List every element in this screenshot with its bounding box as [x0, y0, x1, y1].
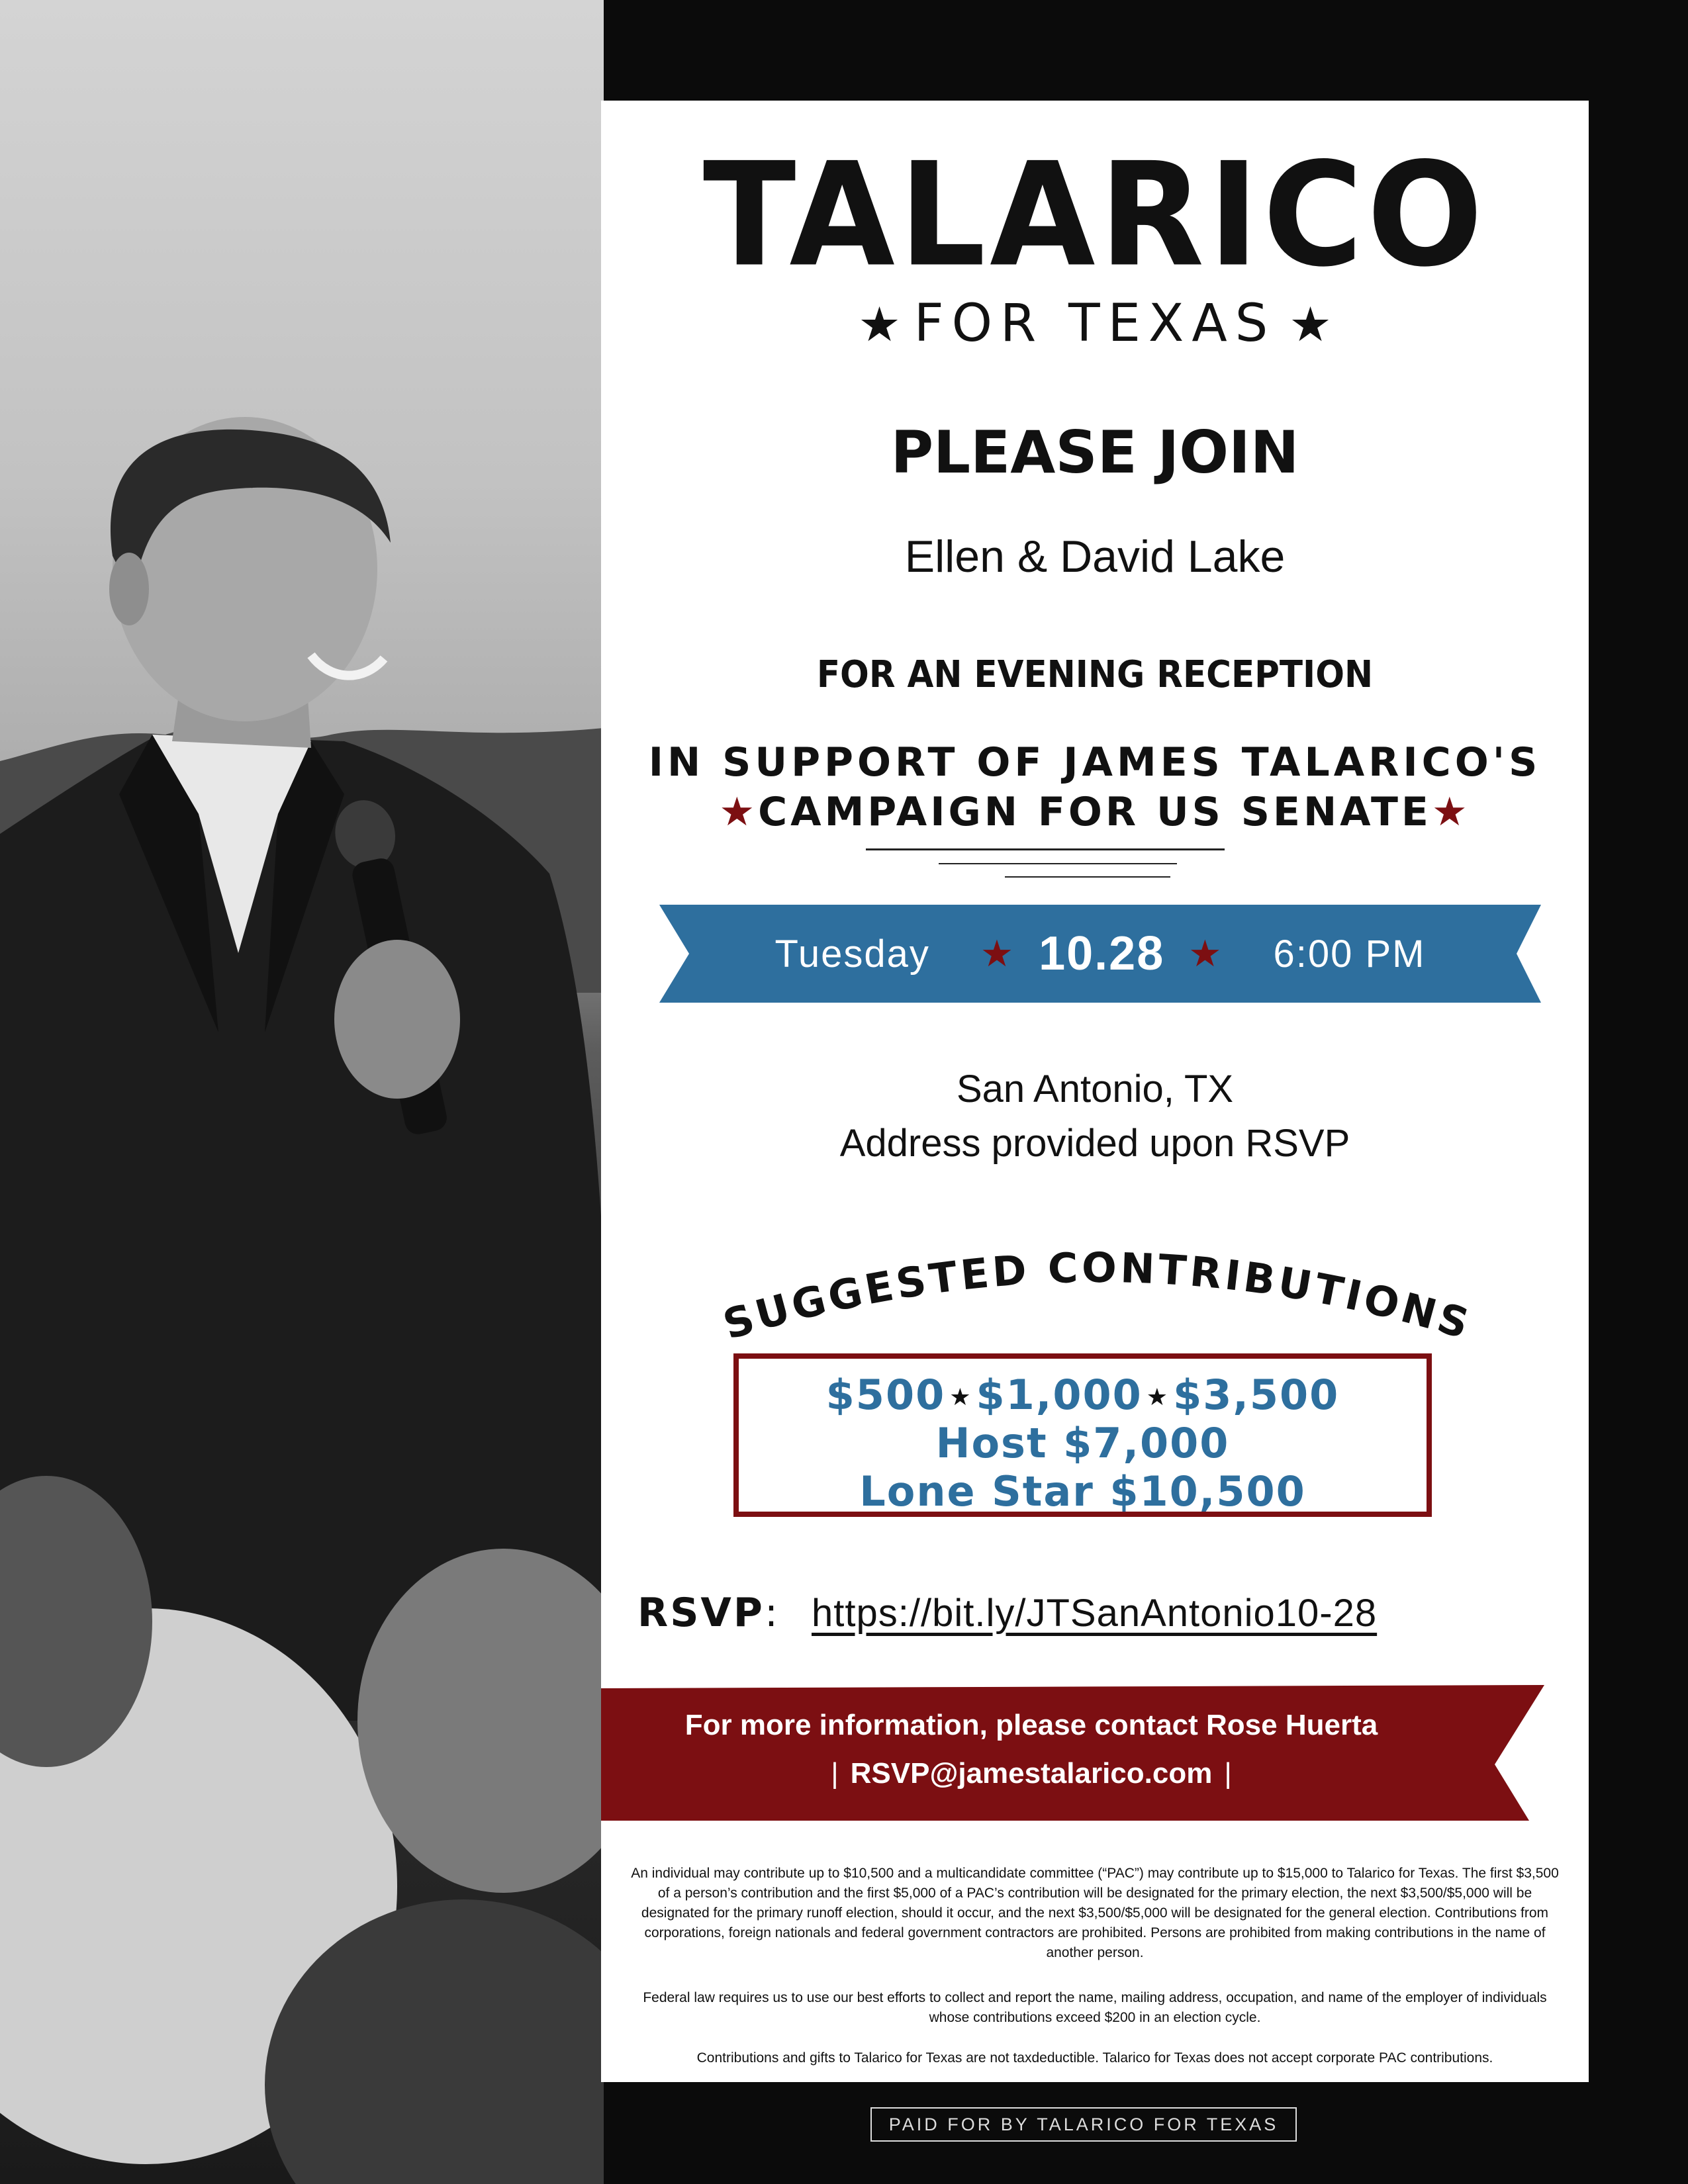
logo-tagline: FOR TEXAS [914, 294, 1276, 353]
tier-amount: $500 [825, 1371, 946, 1419]
campaign-line [601, 789, 1589, 835]
date-row [659, 905, 1541, 1003]
contact-email[interactable]: RSVP@jamestalarico.com [850, 1757, 1213, 1790]
reception-heading: FOR AN EVENING RECEPTION [816, 653, 1374, 696]
divider-bar: | [831, 1757, 839, 1790]
event-city: San Antonio, TX [956, 1068, 1234, 1111]
contact-email-row [601, 1757, 1462, 1790]
divider-bar: | [1224, 1757, 1232, 1790]
contributions-box [733, 1353, 1432, 1517]
tax-disclaimer: Contributions and gifts to Talarico for Texas are not taxdeductible. Talarico for Texas does not accept corporate PAC contributions. [696, 2050, 1493, 2066]
star-icon: ★ [980, 933, 1015, 974]
logo-wordmark: TALARICO [702, 132, 1487, 298]
paid-for-notice: PAID FOR BY TALARICO FOR TEXAS [870, 2107, 1297, 2142]
star-icon: ★ [858, 296, 901, 352]
svg-text:SUGGESTED CONTRIBUTIONS [718, 1244, 1477, 1349]
hosts-names: Ellen & David Lake [904, 531, 1286, 582]
star-icon: ★ [1289, 296, 1332, 352]
invitation-card [601, 101, 1589, 2082]
please-join-heading: PLEASE JOIN [890, 418, 1299, 486]
suggested-contributions-heading [707, 1186, 1488, 1358]
event-time: 6:00 PM [1273, 932, 1426, 976]
candidate-photo-illustration [0, 0, 604, 2184]
rsvp-label-text: RSVP [637, 1590, 765, 1636]
divider-line [939, 863, 1177, 864]
star-icon: ★ [1188, 933, 1223, 974]
rsvp-link[interactable]: https://bit.ly/JTSanAntonio10-28 [812, 1592, 1378, 1635]
contribution-disclaimer: An individual may contribute up to $10,500 and a multicandidate committee (“PAC”) may contribute up to $15,000 to Talarico for Texas. The first $3,500 of a person’s contribution and the first $5,000 of a PAC’s contribution will be designated for the primary election, the next $3,500/$5,000 will be designated for the primary runoff election, should it occur, and the next $3,500/$5,000 will be designated for the general election. Contributions from corporations, foreign nationals and federal government contractors are prohibited. Persons are prohibited from making contributions in the name of another person. [631, 1866, 1559, 1960]
divider-line [1005, 876, 1170, 878]
lone-star-tier: Lone Star $10,500 [859, 1467, 1306, 1516]
contact-info-line: For more information, please contact Rose Huerta [684, 1709, 1378, 1741]
host-tier: Host $7,000 [935, 1419, 1230, 1467]
campaign-text: CAMPAIGN FOR US SENATE [758, 789, 1432, 835]
contact-ribbon [601, 1685, 1544, 1821]
event-address-note: Address provided upon RSVP [839, 1122, 1350, 1165]
star-icon: ★ [949, 1383, 972, 1411]
logo-tagline-row [601, 294, 1589, 353]
rsvp-colon: : [764, 1590, 780, 1636]
rsvp-label [637, 1590, 780, 1636]
suggested-contributions-text: SUGGESTED CONTRIBUTIONS [718, 1243, 1477, 1349]
event-day: Tuesday [774, 932, 930, 976]
support-line: IN SUPPORT OF JAMES TALARICO'S [648, 739, 1542, 786]
candidate-photo [0, 0, 604, 2184]
contribution-tiers-row [739, 1371, 1427, 1419]
divider-line [866, 848, 1225, 850]
federal-law-disclaimer: Federal law requires us to use our best efforts to collect and report the name, mailing address, occupation, and name of the employer of individuals whose contributions exceed $200 in an election cycle. [643, 1990, 1547, 2025]
star-icon: ★ [1431, 789, 1471, 835]
tier-amount: $1,000 [976, 1371, 1143, 1419]
event-date: 10.28 [1039, 927, 1165, 980]
tier-amount: $3,500 [1173, 1371, 1340, 1419]
star-icon: ★ [1146, 1383, 1170, 1411]
star-icon: ★ [719, 789, 759, 835]
